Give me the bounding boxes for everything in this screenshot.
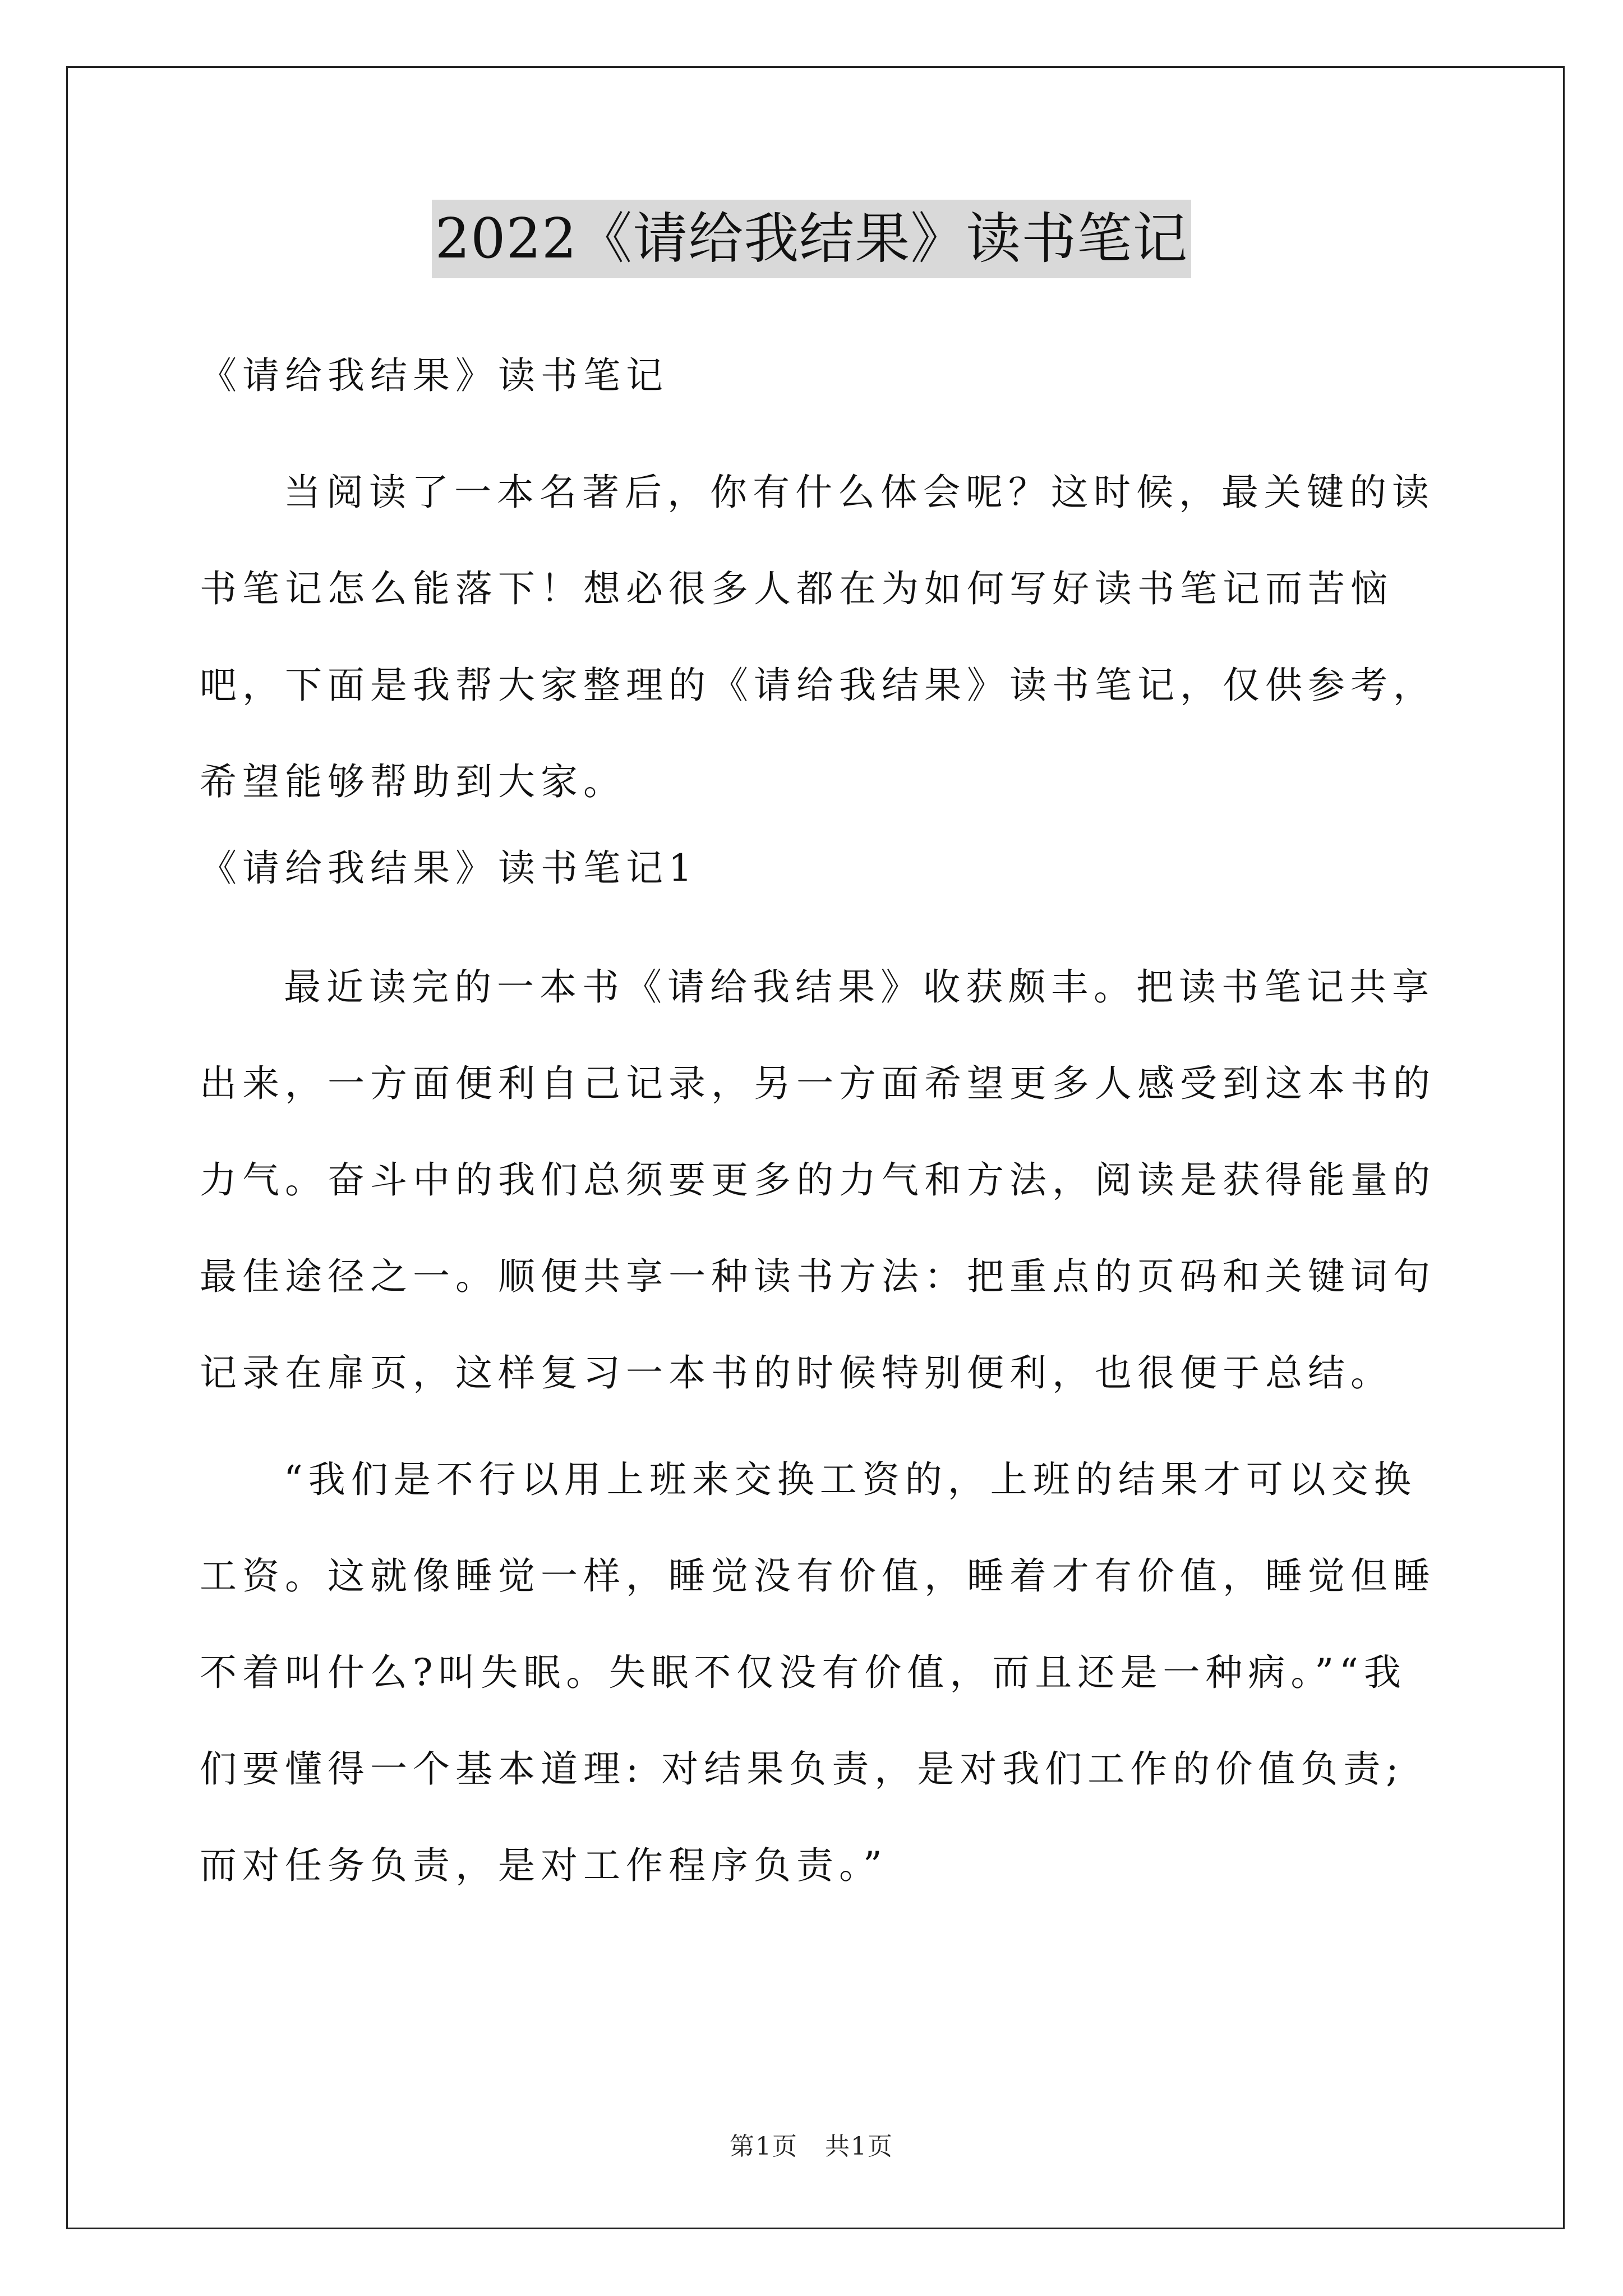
- intro-paragraph: 当阅读了一本名著后，你有什么体会呢？这时候，最关键的读书笔记怎么能落下！想必很多人都在为如何写好读书笔记而苦恼吧，下面是我帮大家整理的《请给我结果》读书笔记，仅供参考，希望能够帮助到大家。: [200, 471, 1436, 803]
- body-paragraph-2: “我们是不行以用上班来交换工资的，上班的结果才可以交换工资。这就像睡觉一样，睡觉没有价值，睡着才有价值，睡觉但睡不着叫什么?叫失眠。失眠不仅没有价值，而且还是一种病。”“我们要懂得一个基本道理: 对结果负责，是对我们工作的价值负责;而对任务负责，是对工作程序负责。”: [200, 1458, 1436, 1887]
- document-body: [200, 348, 1436, 1924]
- page-footer: 第1页 共1页: [730, 2132, 893, 2161]
- section-heading: 《请给我结果》读书笔记1: [200, 846, 698, 890]
- document-title: 2022《请给我结果》读书笔记: [432, 200, 1191, 278]
- title-container: [0, 200, 1623, 278]
- body-paragraph-1: 最近读完的一本书《请给我结果》收获颇丰。把读书笔记共享出来，一方面便利自己记录，另一方面希望更多人感受到这本书的力气。奋斗中的我们总须要更多的力气和方法，阅读是获得能量的最佳途径之一。顺便共享一种读书方法：把重点的页码和关键词句记录在扉页，这样复习一本书的时候特别便利，也很便于总结。: [200, 965, 1436, 1395]
- document-subtitle: 《请给我结果》读书笔记: [200, 354, 668, 397]
